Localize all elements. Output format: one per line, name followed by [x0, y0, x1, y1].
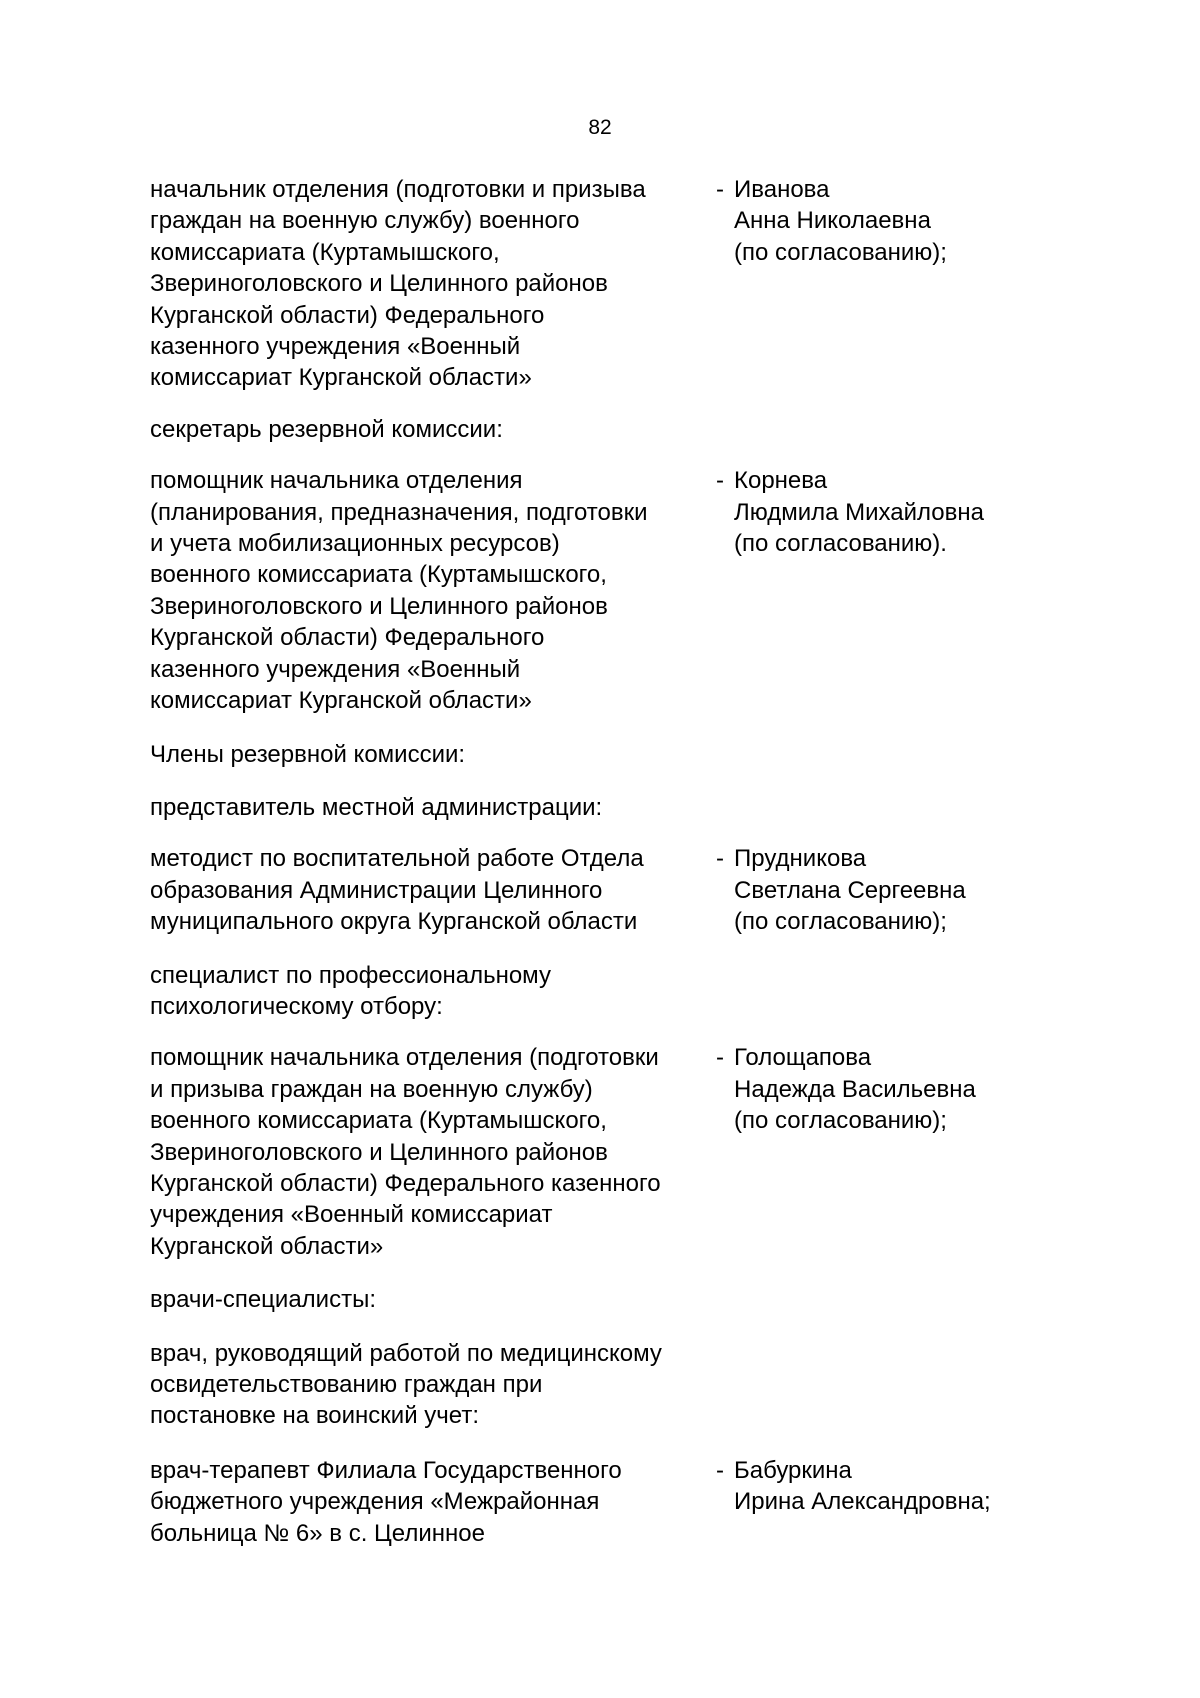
member-name — [716, 174, 1050, 268]
position-line: (планирования, предназначения, подготовки — [150, 498, 648, 526]
commission-member-entry — [150, 465, 1050, 716]
member-name — [716, 465, 1050, 559]
position-line: комиссариата (Куртамышского, — [150, 238, 500, 266]
member-name-line: Светлана Сергеевна — [734, 876, 966, 904]
section-heading — [150, 960, 716, 1023]
member-name-line: (по согласованию); — [734, 908, 947, 936]
heading-line: врач, руководящий работой по медицинскому — [150, 1339, 662, 1367]
position-line: методист по воспитательной работе Отдела — [150, 845, 644, 873]
position-line: Курганской области» — [150, 1232, 384, 1260]
member-name-line: Прудникова — [734, 845, 867, 873]
heading-line: представитель местной администрации: — [150, 793, 603, 821]
member-position — [150, 1455, 716, 1549]
member-position — [150, 843, 716, 937]
section-heading — [150, 1284, 716, 1315]
member-name-line: (по согласованию). — [734, 530, 947, 558]
heading-line: секретарь резервной комиссии: — [150, 415, 503, 443]
member-name-line: Иванова — [734, 176, 830, 203]
heading-line: врачи-специалисты: — [150, 1286, 376, 1314]
position-line: Звериноголовского и Целинного районов — [150, 592, 608, 620]
member-name-line: Надежда Васильевна — [734, 1075, 976, 1103]
member-name-line: Ирина Александровна; — [734, 1488, 991, 1516]
position-line: комиссариат Курганской области» — [150, 364, 532, 392]
position-line: больница № 6» в с. Целинное — [150, 1519, 485, 1547]
dash-separator: - — [716, 1456, 724, 1484]
dash-separator: - — [716, 467, 724, 495]
dash-separator: - — [716, 845, 724, 873]
position-line: помощник начальника отделения (подготовки — [150, 1044, 659, 1072]
member-position — [150, 465, 716, 716]
section-heading — [150, 792, 716, 823]
position-line: военного комиссариата (Куртамышского, — [150, 561, 607, 589]
member-position — [150, 174, 716, 394]
member-name — [716, 843, 1050, 937]
heading-line: освидетельствованию граждан при — [150, 1371, 543, 1398]
dash-separator: - — [716, 176, 724, 203]
position-line: врач-терапевт Филиала Государственного — [150, 1456, 622, 1484]
position-line: граждан на военную службу) военного — [150, 207, 580, 235]
position-line: военного комиссариата (Куртамышского, — [150, 1107, 607, 1135]
position-line: бюджетного учреждения «Межрайонная — [150, 1488, 600, 1516]
position-line: Курганской области) Федерального казенного — [150, 1169, 661, 1197]
heading-line: постановке на воинский учет: — [150, 1402, 480, 1430]
member-name — [716, 1455, 1050, 1518]
commission-member-entry — [150, 843, 1050, 937]
member-name-line: Людмила Михайловна — [734, 498, 985, 526]
position-line: Курганской области) Федерального — [150, 624, 545, 652]
member-name-line: (по согласованию); — [734, 1107, 947, 1135]
position-line: Звериноголовского и Целинного районов — [150, 1138, 608, 1166]
position-line: Звериноголовского и Целинного районов — [150, 270, 608, 298]
page-number: 82 — [588, 116, 612, 139]
position-line: Курганской области) Федерального — [150, 301, 545, 329]
commission-member-entry — [150, 1455, 1050, 1549]
member-name — [716, 1042, 1050, 1136]
document-body — [150, 174, 1050, 1549]
member-name-line: Голощапова — [734, 1044, 872, 1072]
heading-line: психологическому отбору: — [150, 992, 443, 1020]
position-line: начальник отделения (подготовки и призыва — [150, 176, 646, 203]
heading-line: специалист по профессиональному — [150, 961, 551, 989]
member-name-line: Бабуркина — [734, 1456, 852, 1484]
position-line: казенного учреждения «Военный — [150, 655, 521, 683]
position-line: учреждения «Военный комиссариат — [150, 1201, 553, 1229]
position-line: и учета мобилизационных ресурсов) — [150, 530, 560, 558]
heading-line: Члены резервной комиссии: — [150, 740, 466, 768]
section-heading — [150, 1338, 716, 1432]
position-line: комиссариат Курганской области» — [150, 687, 532, 715]
member-name-line: Корнева — [734, 467, 828, 495]
position-line: помощник начальника отделения — [150, 467, 523, 495]
member-name-line: Анна Николаевна — [734, 207, 931, 235]
position-line: казенного учреждения «Военный — [150, 333, 521, 361]
commission-member-entry — [150, 1042, 1050, 1262]
dash-separator: - — [716, 1044, 724, 1072]
position-line: и призыва граждан на военную службу) — [150, 1075, 593, 1103]
position-line: образования Администрации Целинного — [150, 876, 603, 904]
member-position — [150, 1042, 716, 1262]
member-name-line: (по согласованию); — [734, 238, 947, 266]
position-line: муниципального округа Курганской области — [150, 908, 638, 936]
section-heading — [150, 414, 716, 445]
section-heading — [150, 739, 716, 770]
commission-member-entry — [150, 174, 1050, 394]
